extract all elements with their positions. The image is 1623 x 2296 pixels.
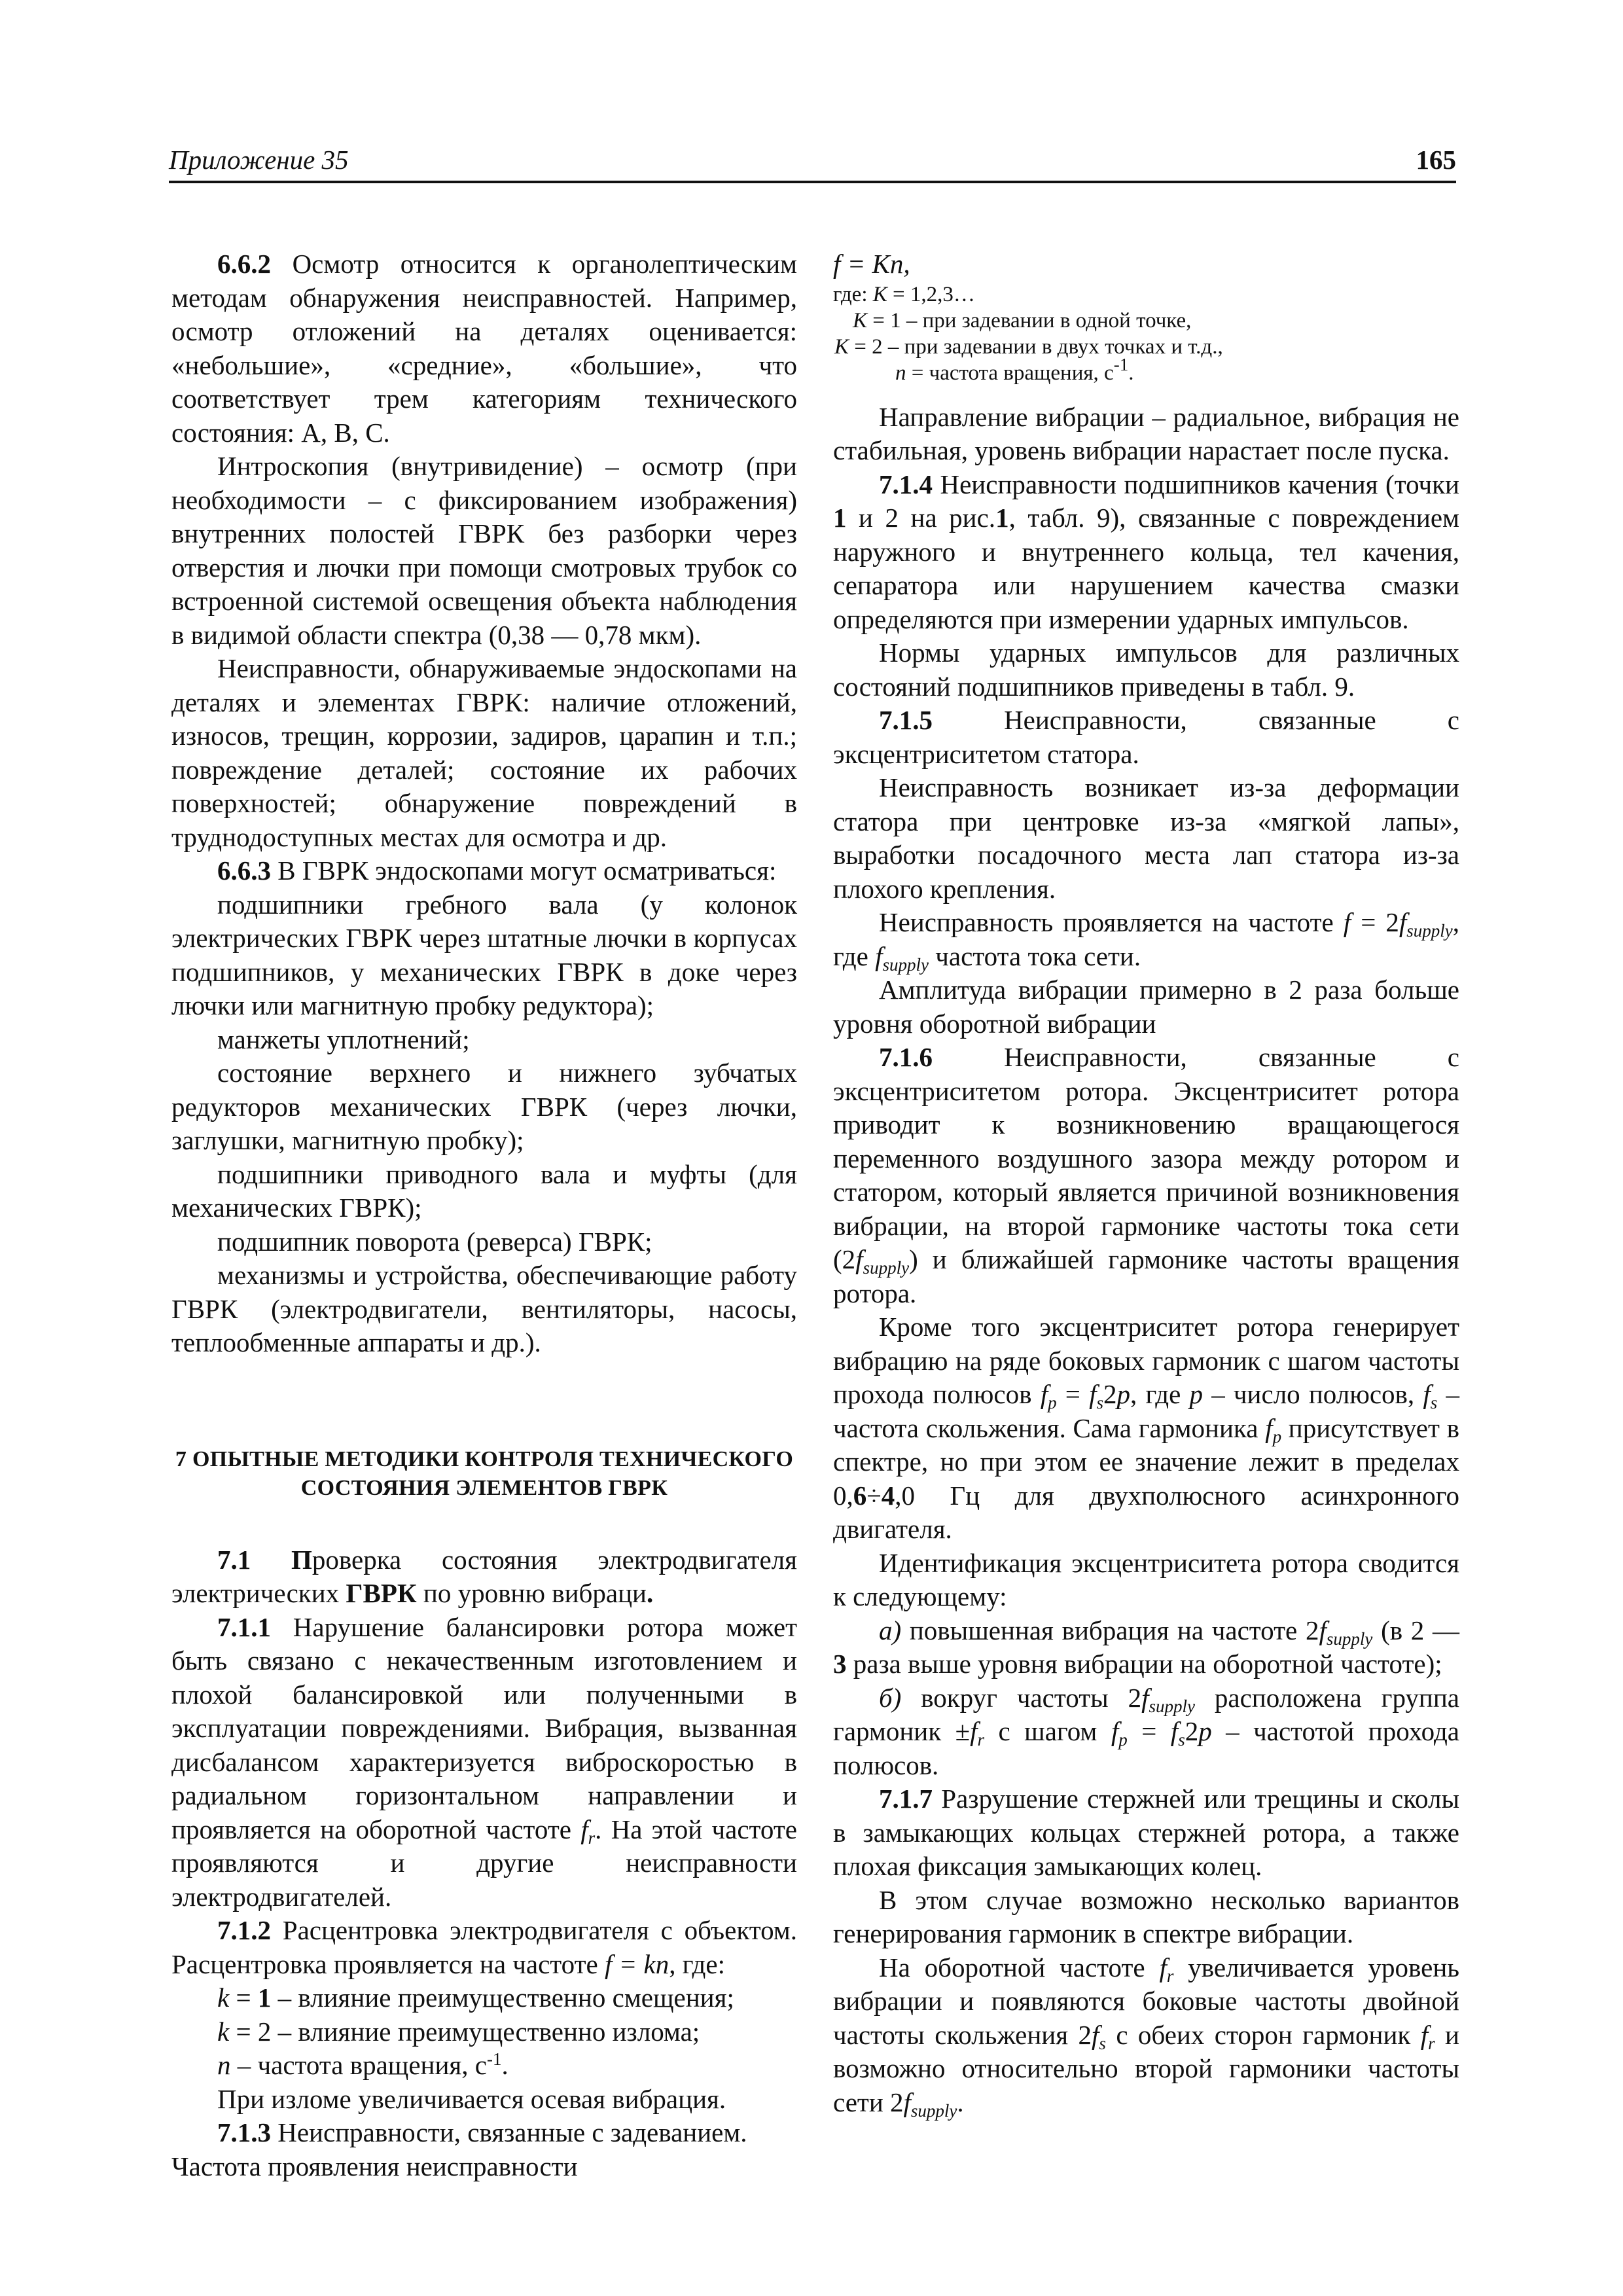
subscript: p: [1048, 1393, 1057, 1412]
section-number: 6.6.3: [217, 855, 271, 886]
section-heading-line: СОСТОЯНИЯ ЭЛЕМЕНТОВ ГВРК: [300, 1475, 668, 1500]
symbol: f: [1170, 1716, 1179, 1746]
text-run: , где: [1130, 1379, 1190, 1409]
text-run: .: [957, 2087, 964, 2117]
paragraph-text: Разрушение стержней или трещины и сколы в замыкающих кольцах стержней ротора, а также плохая фиксация замыкающих колец.: [833, 1784, 1459, 1881]
text-run: и возможно относительно второй гармоники частоты сети 2: [833, 2019, 1459, 2117]
symbol: K: [872, 282, 887, 306]
symbol: f: [1141, 1682, 1149, 1713]
subscript: s: [1099, 2033, 1106, 2053]
text-run: = 2: [1351, 907, 1399, 937]
left-column: [171, 247, 797, 2183]
text-run: = 2 – влияние преимущественно излома;: [229, 2016, 700, 2047]
list-label: а): [879, 1615, 902, 1645]
paragraph-text: Осмотр относится к органолептическим методам обнаружения неисправностей. Например, осмотр отложений на деталях оценивается: «небольшие», «средние», «большие», что соответствует трем категориям технического состояния: А, В, С.: [171, 249, 797, 448]
subscript: r: [977, 1730, 985, 1749]
text-run: 1: [257, 1982, 272, 2013]
page-number: 165: [1416, 145, 1456, 175]
text-run: =: [229, 1982, 258, 2013]
list-item-a: [833, 1614, 1459, 1681]
text-run: П: [251, 1544, 312, 1575]
paragraph-norms: Нормы ударных импульсов для различных состояний подшипников приведены в табл. 9.: [833, 637, 1459, 702]
paragraph-sidebands: [833, 1310, 1459, 1547]
subscript: supply: [1406, 921, 1453, 941]
list-item: подшипник поворота (реверса) ГВРК;: [217, 1226, 652, 1257]
text-run: (в 2 —: [1372, 1615, 1459, 1645]
formula-inline: f = kn: [605, 1948, 669, 1979]
paragraph-stator: Неисправность возникает из-за деформации статора при центровке из-за «мягкой лапы», выработки посадочного места лап статора из-за плохого крепления.: [833, 772, 1459, 904]
paragraph-variants: В этом случае возможно несколько вариантов генерирования гармоник в спектре вибрации.: [833, 1884, 1459, 1948]
paragraph-6-6-2: [171, 247, 797, 450]
paragraph-identification: Идентификация эксцентриситета ротора сводится к следующему:: [833, 1547, 1459, 1611]
subscript: r: [1166, 1965, 1174, 1986]
section-number: 7.1: [217, 1544, 251, 1575]
definition-n: [171, 2049, 797, 2083]
text-run: 3: [833, 1649, 847, 1679]
subscript: supply: [863, 1258, 910, 1278]
list-label: б): [879, 1682, 902, 1713]
subscript: r: [1428, 2033, 1435, 2053]
paragraph-frequency: Частота проявления неисправности: [171, 2151, 578, 2181]
superscript: -1: [486, 2049, 502, 2069]
text-run: – влияние преимущественно смещения;: [271, 1982, 734, 2013]
subscript: supply: [1149, 1696, 1195, 1716]
text-run: 6: [853, 1480, 867, 1511]
symbol: f: [1399, 907, 1407, 937]
text-run: с обеих сторон гармоник: [1105, 2019, 1421, 2050]
legend-line: [833, 354, 1459, 386]
text-run: , где:: [669, 1948, 725, 1979]
text-run: .: [647, 1578, 654, 1608]
symbol: f: [1265, 1412, 1273, 1443]
text-run: 2: [1103, 1379, 1117, 1409]
paragraph-6-6-3: [171, 854, 797, 888]
list-item: состояние верхнего и нижнего зубчатых редукторов механических ГВРК (через лючки, заглушки, магнитную пробку);: [171, 1058, 797, 1155]
text-run: расположена группа гармоник ±: [833, 1682, 1460, 1746]
text-run: ) и ближайшей гармонике частоты вращения ротора.: [833, 1244, 1459, 1308]
symbol: f: [970, 1716, 978, 1746]
text-run: с шагом: [984, 1716, 1111, 1746]
running-header: [169, 143, 1456, 183]
section-number: 6.6.2: [217, 249, 271, 279]
list-item-b: [833, 1681, 1459, 1783]
paragraph-7-1-2: [171, 1914, 797, 1981]
text-run: – частота скольжения. Сама гармоника: [833, 1379, 1459, 1443]
paragraph-direction: Направление вибрации – радиальное, вибрация не стабильная, уровень вибрации нарастает после пуска.: [833, 401, 1459, 465]
section-number: 7.1.3: [217, 2117, 271, 2147]
paragraph-supply: [833, 906, 1459, 973]
text-run: 2: [1185, 1716, 1199, 1746]
symbol: n: [895, 361, 906, 385]
text-run: , табл. 9), связанные с повреждением наружного и внутреннего кольца, тел качения, сепаратора или нарушением качества смазки определяются при измерении ударных импульсов.: [833, 503, 1459, 634]
symbol: f: [1343, 907, 1351, 937]
text-run: = частота вращения, с: [906, 361, 1114, 385]
text-run: На оборотной частоте: [879, 1952, 1160, 1982]
legend-line: [833, 308, 1459, 334]
section-number: 7.1.6: [879, 1042, 933, 1072]
definition-k2: [171, 2015, 797, 2049]
list-item: подшипники приводного вала и муфты (для механических ГВРК);: [171, 1158, 797, 1223]
symbol: f: [1159, 1952, 1167, 1982]
text-run: = 2 – при задевании в двух точках и т.д.,: [849, 334, 1223, 359]
paragraph-7-1-6: [833, 1041, 1459, 1310]
paragraph-axial: При изломе увеличивается осевая вибрация.: [217, 2083, 726, 2114]
symbol: f: [1423, 1379, 1431, 1409]
text-run: ,0 Гц для двухполюсного асинхронного двигателя.: [833, 1480, 1459, 1544]
paragraph-7-1-7: [833, 1782, 1459, 1884]
text-run: повышенная вибрация на частоте 2: [901, 1615, 1319, 1645]
symbol: f: [580, 1814, 588, 1844]
header-title: Приложение 35: [169, 145, 349, 175]
text-run: роверка состояния электродвигателя электрических: [171, 1544, 797, 1608]
text-run: 4: [881, 1480, 895, 1511]
symbol: n: [217, 2050, 231, 2080]
text-run: . На этой частоте проявляются и другие неисправности электродвигателей.: [171, 1814, 797, 1912]
subscript: supply: [1326, 1628, 1373, 1649]
symbol: f: [1111, 1716, 1119, 1746]
paragraph-7-1-4: [833, 468, 1459, 637]
symbol: f: [855, 1244, 863, 1274]
section-number: 7.1.5: [879, 705, 933, 735]
text-run: раза выше уровня вибрации на оборотной частоте);: [846, 1649, 1442, 1679]
text-run: присутствует в спектре, но при этом ее значение лежит в пределах 0,: [833, 1412, 1459, 1511]
subscript: p: [1118, 1730, 1128, 1749]
paragraph-amplitude: Амплитуда вибрации примерно в 2 раза больше уровня оборотной вибрации: [833, 975, 1459, 1039]
section-heading-line: 7 ОПЫТНЫЕ МЕТОДИКИ КОНТРОЛЯ ТЕХНИЧЕСКОГО: [175, 1446, 794, 1471]
paragraph-7-1-3: [171, 2116, 797, 2150]
text-run: Нарушение балансировки ротора может быть связано с некачественным изготовлением и плохой балансировкой или полученными в эксплуатации повреждениями. Вибрация, вызванная дисбалансом характеризуется виброскоростью в радиальном горизонтальном направлении и проявляется на оборотной частоте: [171, 1611, 797, 1844]
section-number: 7.1.4: [879, 469, 933, 499]
paragraph-rotor-frequency: [833, 1951, 1459, 2120]
text-run: 1: [995, 503, 1009, 533]
paragraph-endoscope-defects: Неисправности, обнаруживаемые эндоскопами на деталях и элементах ГВРК: наличие отложений, износов, трещин, коррозии, задиров, царапин и т.п.; повреждение деталей; состояние их рабочих поверхностей; обнаружение повреждений в труднодоступных местах для осмотра и др.: [171, 653, 797, 852]
symbol: p: [1198, 1716, 1212, 1746]
right-column: [833, 247, 1459, 2119]
subscript: r: [588, 1827, 596, 1848]
text-run: Расцентровка электродвигателя с объектом. Расцентровка проявляется на частоте: [171, 1915, 797, 1979]
symbol: f: [1420, 2019, 1429, 2050]
text-run: Неисправности, связанные с эксцентриситетом ротора. Эксцентриситет ротора приводит к возникновению вращающегося переменного воздушного зазора между ротором и статором, который является причиной возникновения вибрации, на второй гармонике частоты тока сети (2: [833, 1042, 1459, 1274]
formula-legend: [833, 281, 1459, 386]
text-run: ГВРК: [346, 1578, 417, 1608]
symbol: K: [853, 308, 868, 332]
text-run: – число полюсов,: [1203, 1379, 1423, 1409]
symbol: p: [1116, 1379, 1131, 1409]
section-heading-7: [171, 1445, 797, 1503]
text-run: Неисправность проявляется на частоте: [879, 907, 1344, 937]
symbol: f: [1040, 1379, 1048, 1409]
symbol: K: [834, 334, 849, 359]
text-run: – частотой прохода полюсов.: [833, 1716, 1460, 1780]
superscript: -1: [1113, 354, 1129, 374]
text-run: =: [1127, 1716, 1171, 1746]
text-run: = 1,2,3…: [887, 282, 975, 306]
paragraph-text: В ГВРК эндоскопами могут осматриваться:: [271, 855, 777, 886]
symbol: f: [903, 2087, 911, 2117]
text-run: .: [501, 2050, 508, 2080]
section-number: 7.1.2: [217, 1915, 271, 1945]
definition-k1: [171, 1981, 797, 2015]
subscript: s: [1096, 1393, 1104, 1412]
subscript: supply: [910, 2100, 957, 2121]
text-run: =: [1056, 1379, 1090, 1409]
symbol: f: [1089, 1379, 1097, 1409]
paragraph-text: Неисправности, связанные с задеванием.: [271, 2117, 747, 2147]
paragraph-text: Неисправности, связанные с эксцентриситетом статора.: [833, 705, 1459, 769]
list-item: подшипники гребного вала (у колонок электрических ГВРК через штатные лючки в корпусах подшипников, у механических ГВРК в доке через лючки или магнитную пробку редуктора);: [171, 889, 797, 1020]
text-run: Неисправности подшипников качения (точки: [933, 469, 1459, 499]
symbol: k: [217, 1982, 230, 2013]
section-number: 7.1.7: [879, 1784, 933, 1814]
legend-line: [833, 281, 1459, 308]
text-run: ÷: [866, 1480, 882, 1511]
subscript: s: [1430, 1393, 1438, 1412]
symbol: f: [875, 941, 883, 971]
text-run: где:: [833, 282, 873, 306]
paragraph-introscopy: Интроскопия (внутривидение) – осмотр (при необходимости – с фиксированием изображения) внутренних полостей ГВРК без разборки через отверстия и лючки при помощи смотровых трубок со встроенной системой освещения объекта наблюдения в видимой области спектра (0,38 — 0,78 мкм).: [171, 451, 797, 650]
text-run: – частота вращения, с: [230, 2050, 487, 2080]
subscript: s: [1178, 1730, 1185, 1749]
text-run: и 2 на рис.: [846, 503, 996, 533]
text-run: Кроме того эксцентриситет ротора генерирует вибрацию на ряде боковых гармоник с шагом частоты прохода полюсов: [833, 1312, 1459, 1409]
text-run: частота тока сети.: [929, 941, 1141, 971]
symbol: k: [217, 2016, 230, 2047]
symbol: f: [1092, 2019, 1099, 2050]
legend-line: [833, 334, 1459, 360]
text-run: вокруг частоты 2: [901, 1682, 1142, 1713]
text-run: , где: [833, 907, 1460, 971]
text-run: 1: [833, 503, 847, 533]
paragraph-7-1-1: [171, 1611, 797, 1914]
text-run: = 1 – при задевании в одной точке,: [867, 308, 1192, 332]
symbol: p: [1189, 1379, 1204, 1409]
list-item: манжеты уплотнений;: [217, 1024, 470, 1054]
section-number: 7.1.1: [217, 1611, 271, 1642]
text-run: по уровню вибраци: [416, 1578, 647, 1608]
text-run: увеличивается уровень вибрации и появляются боковые частоты двойной частоты скольжения 2: [833, 1952, 1459, 2050]
paragraph-7-1-5: [833, 704, 1459, 771]
subscript: supply: [882, 954, 929, 975]
text-run: .: [1128, 361, 1134, 385]
paragraph-7-1: [171, 1543, 797, 1611]
symbol: f: [1319, 1615, 1327, 1645]
formula-display: f = Kn,: [833, 249, 910, 279]
subscript: p: [1272, 1426, 1282, 1446]
list-item: механизмы и устройства, обеспечивающие работу ГВРК (электродвигатели, вентиляторы, насосы, теплообменные аппараты и др.).: [171, 1260, 797, 1357]
